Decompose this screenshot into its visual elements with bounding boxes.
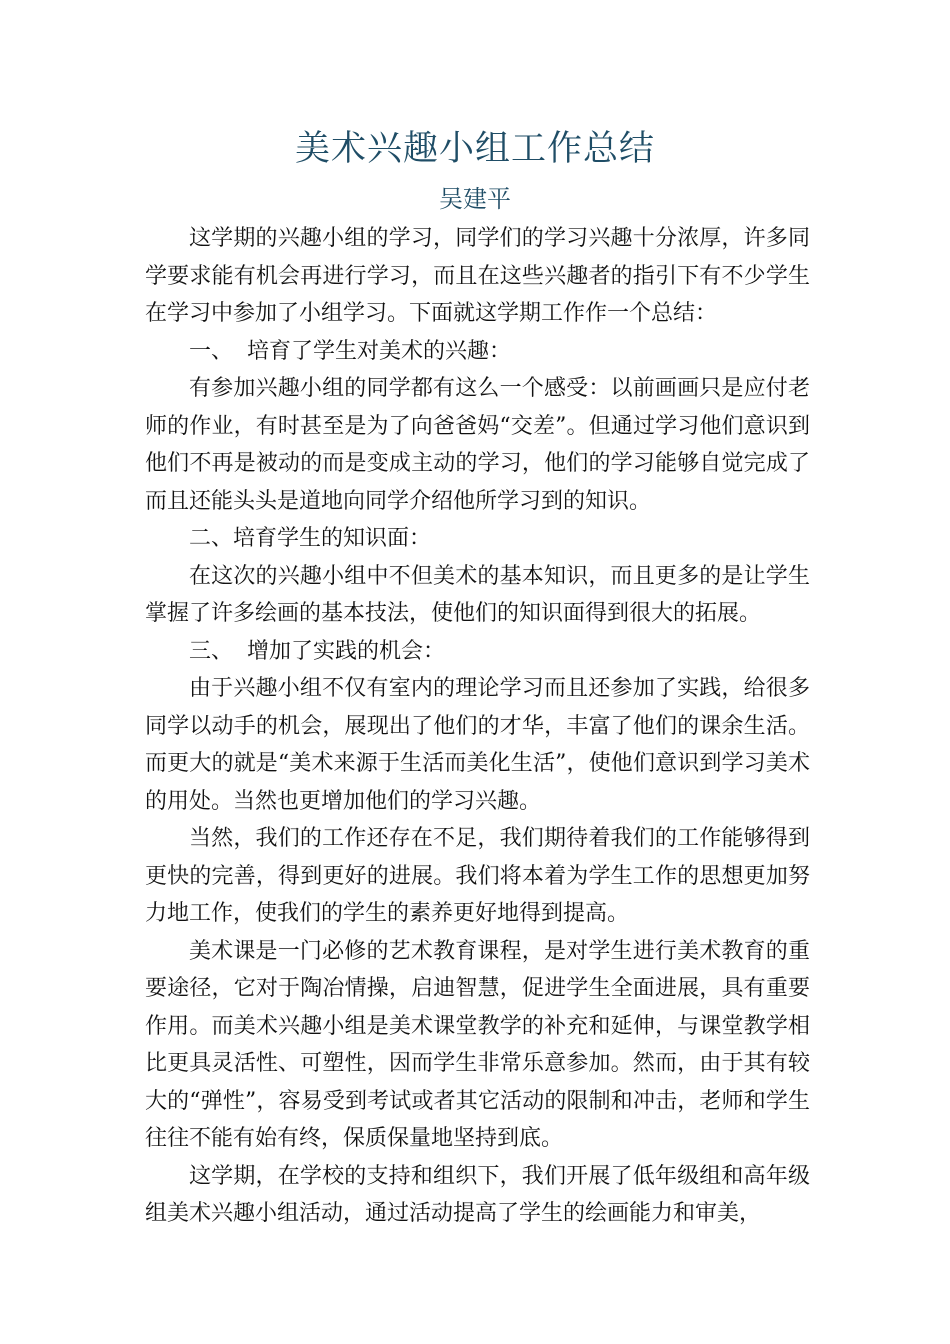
- paragraph-section-1: 有参加兴趣小组的同学都有这么一个感受：以前画画只是应付老师的作业，有时甚至是为了向爸爸妈“交差”。但通过学习他们意识到他们不再是被动的而是变成主动的学习，他们的学习能够自觉完成了而且还能头头是道地向同学介绍他所学习到的知识。: [145, 376, 810, 514]
- document-author: 吴建平: [439, 185, 511, 213]
- document-title: 美术兴趣小组工作总结: [294, 129, 655, 169]
- section-heading-3: 三、 增加了实践的机会：: [189, 638, 445, 664]
- section-heading-1: 一、 培育了学生对美术的兴趣：: [189, 338, 511, 364]
- paragraph-shortcomings: 当然，我们的工作还存在不足，我们期待着我们的工作能够得到更快的完善，得到更好的进展。我们将本着为学生工作的思想更加努力地工作，使我们的学生的素养更好地得到提高。: [145, 826, 810, 926]
- paragraph-section-2: 在这次的兴趣小组中不但美术的基本知识，而且更多的是让学生掌握了许多绘画的基本技法，使他们的知识面得到很大的拓展。: [145, 563, 810, 626]
- paragraph-intro: 这学期的兴趣小组的学习，同学们的学习兴趣十分浓厚，许多同学要求能有机会再进行学习，而且在这些兴趣者的指引下有不少学生在学习中参加了小组学习。下面就这学期工作作一个总结：: [145, 226, 810, 326]
- section-heading-2: 二、培育学生的知识面：: [189, 526, 432, 551]
- paragraph-art-course: 美术课是一门必修的艺术教育课程，是对学生进行美术教育的重要途径，它对于陶冶情操，启迪智慧，促进学生全面进展，具有重要作用。而美术兴趣小组是美术课堂教学的补充和延伸，与课堂教学相比更具灵活性、可塑性，因而学生非常乐意参加。然而，由于其有较大的“弹性”，容易受到考试或者其它活动的限制和冲击，老师和学生往往不能有始有终，保质保量地坚持到底。: [145, 938, 810, 1151]
- paragraph-section-3: 由于兴趣小组不仅有室内的理论学习而且还参加了实践，给很多同学以动手的机会，展现出了他们的才华，丰富了他们的课余生活。而更大的就是“美术来源于生活而美化生活”，使他们意识到学习美术的用处。当然也更增加他们的学习兴趣。: [145, 676, 810, 814]
- paragraph-this-term: 这学期，在学校的支持和组织下，我们开展了低年级组和高年级组美术兴趣小组活动，通过活动提高了学生的绘画能力和审美，: [145, 1163, 810, 1226]
- document-body: [145, 220, 810, 1233]
